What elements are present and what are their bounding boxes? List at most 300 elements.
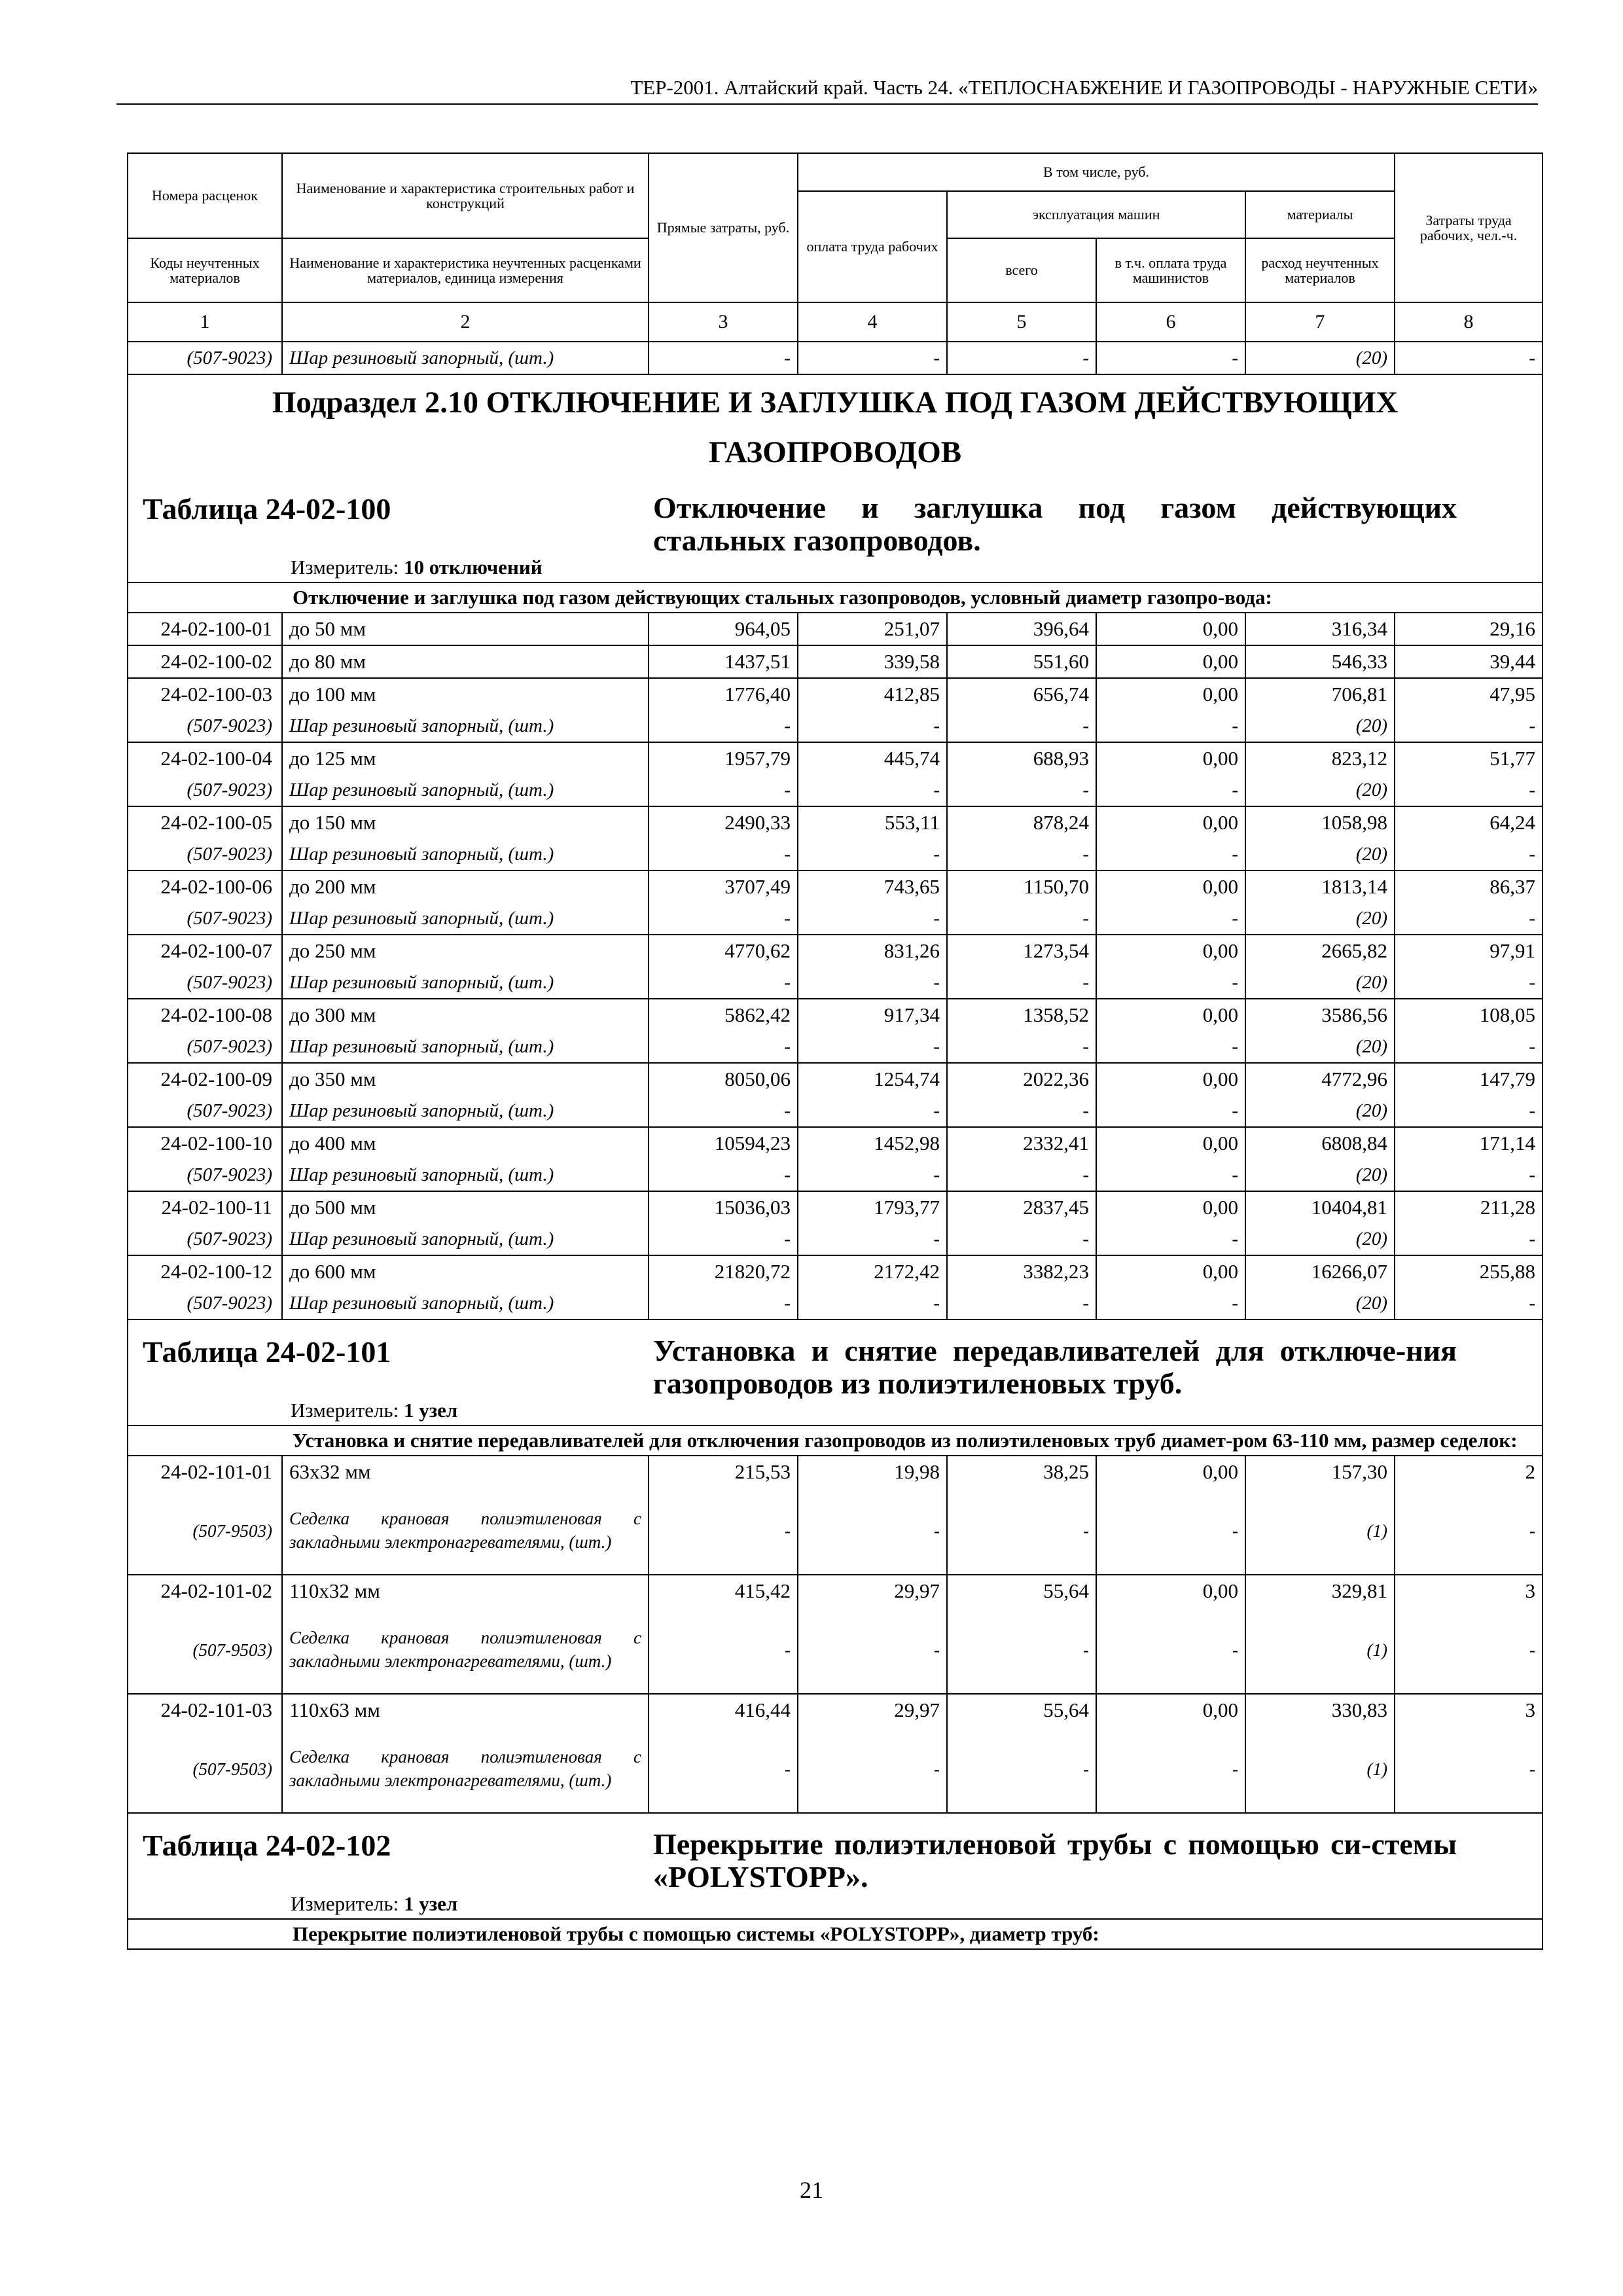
cell-value: 416,44 xyxy=(649,1694,798,1726)
caption-cell xyxy=(128,1319,1543,1426)
cell-value: - xyxy=(1096,1488,1245,1575)
cell-value: 412,85 xyxy=(798,678,947,710)
cell-value: (20) xyxy=(1245,1159,1395,1191)
cell-value: 831,26 xyxy=(798,935,947,967)
cell-value: 0,00 xyxy=(1096,1191,1245,1223)
cell-value: - xyxy=(798,1095,947,1127)
cell-value: 211,28 xyxy=(1395,1191,1543,1223)
material-code: (507-9503) xyxy=(128,1726,282,1813)
cell-value: - xyxy=(1395,1488,1543,1575)
material-row xyxy=(128,710,1543,742)
table-row xyxy=(128,806,1543,838)
cell-value: 29,97 xyxy=(798,1694,947,1726)
rate-code: 24-02-101-03 xyxy=(128,1694,282,1726)
subsection-title-line1: Подраздел 2.10 ОТКЛЮЧЕНИЕ И ЗАГЛУШКА ПОД ГАЗОМ ДЕЙСТВУЮЩИХ xyxy=(272,386,1399,420)
material-name: Шар резиновый запорный, (шт.) xyxy=(282,1159,649,1191)
cell-value: - xyxy=(1395,1726,1543,1813)
head-materials: материалы xyxy=(1245,191,1395,238)
cell-value: - xyxy=(649,710,798,742)
meter-label: Измеритель: xyxy=(291,1399,399,1422)
cell-value: 2665,82 xyxy=(1245,935,1395,967)
cell-value: - xyxy=(1096,1607,1245,1694)
cell-value: 255,88 xyxy=(1395,1255,1543,1287)
work-name: до 50 мм xyxy=(282,613,649,645)
group-title: Установка и снятие передавливателей для отключения газопроводов из полиэтиленовых труб диамет-ром 63-110 мм, размер седелок: xyxy=(282,1426,1543,1456)
table-meter xyxy=(291,1892,457,1916)
subsection-row xyxy=(128,374,1543,583)
work-name: до 150 мм xyxy=(282,806,649,838)
table-100-group-row xyxy=(128,583,1543,613)
cell-value: - xyxy=(1096,1223,1245,1255)
table-100-group-title: Отключение и заглушка под газом действующих стальных газопроводов, условный диаметр газопро-вода: xyxy=(282,583,1543,613)
cell-value: 0,00 xyxy=(1096,1575,1245,1607)
cell-value: - xyxy=(649,838,798,870)
cell-value: 3382,23 xyxy=(947,1255,1096,1287)
group-row xyxy=(128,1426,1543,1456)
table-row xyxy=(128,1575,1543,1607)
head-col4: оплата труда рабочих xyxy=(798,191,947,302)
cell-value: 964,05 xyxy=(649,613,798,645)
material-row xyxy=(128,1031,1543,1063)
cell-value: (1) xyxy=(1245,1488,1395,1575)
cell-value: 97,91 xyxy=(1395,935,1543,967)
work-name: до 600 мм xyxy=(282,1255,649,1287)
cell-value: - xyxy=(798,1607,947,1694)
group-spacer xyxy=(128,1919,282,1949)
cell-value: - xyxy=(1395,967,1543,999)
table-100-label: Таблица 24-02-100 xyxy=(143,492,391,526)
cell-value: 171,14 xyxy=(1395,1127,1543,1159)
rate-code: 24-02-100-02 xyxy=(128,645,282,678)
cell-value: - xyxy=(947,1159,1096,1191)
cell-value: 1793,77 xyxy=(798,1191,947,1223)
cell-value: - xyxy=(947,1726,1096,1813)
carry-over-material-row xyxy=(128,342,1543,374)
cell-value: - xyxy=(947,342,1096,374)
cell-value: - xyxy=(947,710,1096,742)
cell-value: 215,53 xyxy=(649,1456,798,1488)
rate-code: 24-02-100-12 xyxy=(128,1255,282,1287)
group-row xyxy=(128,1919,1543,1949)
cell-value: 2172,42 xyxy=(798,1255,947,1287)
cell-value: - xyxy=(798,342,947,374)
material-row xyxy=(128,1726,1543,1813)
cell-value: - xyxy=(947,967,1096,999)
rate-code: 24-02-101-01 xyxy=(128,1456,282,1488)
cell-value: 445,74 xyxy=(798,742,947,774)
cell-value: - xyxy=(1096,1726,1245,1813)
table-row xyxy=(128,999,1543,1031)
cell-value: 316,34 xyxy=(1245,613,1395,645)
head-col6: в т.ч. оплата труда машинистов xyxy=(1096,238,1245,302)
cell-value: (20) xyxy=(1245,838,1395,870)
cell-value: 546,33 xyxy=(1245,645,1395,678)
cell-value: - xyxy=(947,774,1096,806)
material-code: (507-9023) xyxy=(128,1287,282,1319)
rate-code: 24-02-100-07 xyxy=(128,935,282,967)
table-100-meter xyxy=(291,556,543,579)
cell-value: - xyxy=(1096,1095,1245,1127)
material-code: (507-9023) xyxy=(128,1095,282,1127)
group-spacer xyxy=(128,583,282,613)
col-number: 8 xyxy=(1395,302,1543,342)
material-name: Шар резиновый запорный, (шт.) xyxy=(282,710,649,742)
cell-value: 0,00 xyxy=(1096,1127,1245,1159)
work-name: до 200 мм xyxy=(282,870,649,903)
cell-value: 251,07 xyxy=(798,613,947,645)
cell-value: - xyxy=(1395,838,1543,870)
rate-code: 24-02-100-11 xyxy=(128,1191,282,1223)
cell-value: 0,00 xyxy=(1096,645,1245,678)
work-name: до 400 мм xyxy=(282,1127,649,1159)
material-code: (507-9023) xyxy=(128,774,282,806)
cell-value: 51,77 xyxy=(1395,742,1543,774)
cell-value: 4770,62 xyxy=(649,935,798,967)
cell-value: - xyxy=(798,1488,947,1575)
caption-row xyxy=(128,1319,1543,1426)
material-row xyxy=(128,1607,1543,1694)
rate-code: 24-02-100-08 xyxy=(128,999,282,1031)
table-row xyxy=(128,645,1543,678)
cell-value: 3586,56 xyxy=(1245,999,1395,1031)
cell-value: - xyxy=(947,1223,1096,1255)
cell-value: 64,24 xyxy=(1395,806,1543,838)
cell-value: 1254,74 xyxy=(798,1063,947,1095)
table-meter xyxy=(291,1399,457,1422)
cell-value: 553,11 xyxy=(798,806,947,838)
material-row xyxy=(128,1095,1543,1127)
rate-code: 24-02-100-06 xyxy=(128,870,282,903)
cell-value: 1957,79 xyxy=(649,742,798,774)
cell-value: - xyxy=(649,1031,798,1063)
cell-value: - xyxy=(1096,1159,1245,1191)
work-name: до 125 мм xyxy=(282,742,649,774)
cell-value: 8050,06 xyxy=(649,1063,798,1095)
cell-value: 38,25 xyxy=(947,1456,1096,1488)
cell-value: - xyxy=(798,1031,947,1063)
material-name: Седелка крановая полиэтиленовая с закладными электронагревателями, (шт.) xyxy=(282,1488,649,1575)
work-name: до 300 мм xyxy=(282,999,649,1031)
subsection-title-line2: ГАЗОПРОВОДОВ xyxy=(708,435,962,469)
cell-value: - xyxy=(1395,774,1543,806)
cell-value: - xyxy=(649,1159,798,1191)
material-code: (507-9023) xyxy=(128,838,282,870)
col-number: 2 xyxy=(282,302,649,342)
cell-value: (20) xyxy=(1245,1287,1395,1319)
head-machines: эксплуатация машин xyxy=(947,191,1245,238)
cell-value: - xyxy=(1096,838,1245,870)
head-col8: Затраты труда рабочих, чел.-ч. xyxy=(1395,153,1543,302)
cell-value: 147,79 xyxy=(1395,1063,1543,1095)
cell-value: - xyxy=(649,1287,798,1319)
cell-value: 1452,98 xyxy=(798,1127,947,1159)
material-name: Шар резиновый запорный, (шт.) xyxy=(282,774,649,806)
cell-value: - xyxy=(1096,1031,1245,1063)
cell-value: 0,00 xyxy=(1096,742,1245,774)
work-name: 110x32 мм xyxy=(282,1575,649,1607)
material-name: Шар резиновый запорный, (шт.) xyxy=(282,1095,649,1127)
cell-value: - xyxy=(947,1095,1096,1127)
cell-value: 6808,84 xyxy=(1245,1127,1395,1159)
meter-value: 10 отключений xyxy=(403,556,543,579)
cell-value: (20) xyxy=(1245,342,1395,374)
table-100-title: Отключение и заглушка под газом действующих стальных газопроводов. xyxy=(653,491,1457,557)
cell-value: - xyxy=(798,1287,947,1319)
work-name: 110x63 мм xyxy=(282,1694,649,1726)
rate-code: 24-02-101-02 xyxy=(128,1575,282,1607)
cell-value: 706,81 xyxy=(1245,678,1395,710)
cell-value: 1358,52 xyxy=(947,999,1096,1031)
cell-value: - xyxy=(798,1223,947,1255)
cell-value: 10594,23 xyxy=(649,1127,798,1159)
table-row xyxy=(128,613,1543,645)
col-number: 1 xyxy=(128,302,282,342)
cell-value: 0,00 xyxy=(1096,678,1245,710)
head-col1-bottom: Коды неучтенных материалов xyxy=(128,238,282,302)
cell-value: 3 xyxy=(1395,1694,1543,1726)
meter-value: 1 узел xyxy=(403,1892,458,1915)
cell-value: - xyxy=(1395,342,1543,374)
cell-value: 329,81 xyxy=(1245,1575,1395,1607)
cell-value: (20) xyxy=(1245,903,1395,935)
cell-value: 2 xyxy=(1395,1456,1543,1488)
material-row xyxy=(128,1488,1543,1575)
cell-value: - xyxy=(798,838,947,870)
material-code: (507-9023) xyxy=(128,1159,282,1191)
cell-value: - xyxy=(1096,774,1245,806)
material-name: Седелка крановая полиэтиленовая с закладными электронагревателями, (шт.) xyxy=(282,1726,649,1813)
cell-value: 917,34 xyxy=(798,999,947,1031)
table-row xyxy=(128,1255,1543,1287)
col-number: 6 xyxy=(1096,302,1245,342)
table-row xyxy=(128,1694,1543,1726)
cell-value: - xyxy=(798,967,947,999)
cell-value: 0,00 xyxy=(1096,870,1245,903)
cell-value: (20) xyxy=(1245,1031,1395,1063)
table-title: Установка и снятие передавливателей для отключе-ния газопроводов из полиэтиленовых труб. xyxy=(653,1334,1457,1400)
material-code: (507-9023) xyxy=(128,1031,282,1063)
material-name: Шар резиновый запорный, (шт.) xyxy=(282,838,649,870)
cell-value: 10404,81 xyxy=(1245,1191,1395,1223)
table-row xyxy=(128,1127,1543,1159)
table-row xyxy=(128,935,1543,967)
cell-value: 15036,03 xyxy=(649,1191,798,1223)
material-name: Шар резиновый запорный, (шт.) xyxy=(282,342,649,374)
table-row xyxy=(128,678,1543,710)
head-col7: расход неучтенных материалов xyxy=(1245,238,1395,302)
cell-value: (1) xyxy=(1245,1607,1395,1694)
cell-value: 2837,45 xyxy=(947,1191,1096,1223)
cell-value: (1) xyxy=(1245,1726,1395,1813)
t102-caption xyxy=(128,1814,1542,1918)
rate-code: 24-02-100-05 xyxy=(128,806,282,838)
cell-value: 16266,07 xyxy=(1245,1255,1395,1287)
work-name: до 80 мм xyxy=(282,645,649,678)
rate-code: 24-02-100-10 xyxy=(128,1127,282,1159)
rate-code: 24-02-100-01 xyxy=(128,613,282,645)
cell-value: - xyxy=(798,1159,947,1191)
work-name: до 500 мм xyxy=(282,1191,649,1223)
cell-value: 2332,41 xyxy=(947,1127,1096,1159)
material-name: Седелка крановая полиэтиленовая с закладными электронагревателями, (шт.) xyxy=(282,1607,649,1694)
head-col5: всего xyxy=(947,238,1096,302)
page-number: 21 xyxy=(800,2177,823,2203)
cell-value: 1058,98 xyxy=(1245,806,1395,838)
material-code: (507-9023) xyxy=(128,342,282,374)
t101-caption xyxy=(128,1320,1542,1425)
table-row xyxy=(128,1456,1543,1488)
material-name: Шар резиновый запорный, (шт.) xyxy=(282,1031,649,1063)
cell-value: 823,12 xyxy=(1245,742,1395,774)
cell-value: 86,37 xyxy=(1395,870,1543,903)
cell-value: - xyxy=(1096,710,1245,742)
cell-value: - xyxy=(649,1607,798,1694)
cell-value: 339,58 xyxy=(798,645,947,678)
cell-value: 0,00 xyxy=(1096,806,1245,838)
cell-value: 878,24 xyxy=(947,806,1096,838)
cell-value: 55,64 xyxy=(947,1575,1096,1607)
meter-label: Измеритель: xyxy=(291,556,399,579)
price-table xyxy=(127,152,1543,1950)
cell-value: - xyxy=(649,774,798,806)
table-row xyxy=(128,742,1543,774)
cell-value: - xyxy=(947,903,1096,935)
cell-value: 1150,70 xyxy=(947,870,1096,903)
work-name: до 250 мм xyxy=(282,935,649,967)
cell-value: 5862,42 xyxy=(649,999,798,1031)
material-row xyxy=(128,774,1543,806)
cell-value: - xyxy=(649,1726,798,1813)
running-header: ТЕР-2001. Алтайский край. Часть 24. «ТЕПЛОСНАБЖЕНИЕ И ГАЗОПРОВОДЫ - НАРУЖНЫЕ СЕТИ» xyxy=(116,72,1538,105)
cell-value: - xyxy=(1395,1095,1543,1127)
meter-label: Измеритель: xyxy=(291,1892,399,1915)
cell-value: - xyxy=(1395,903,1543,935)
material-code: (507-9023) xyxy=(128,1223,282,1255)
table-row xyxy=(128,1063,1543,1095)
material-name: Шар резиновый запорный, (шт.) xyxy=(282,903,649,935)
cell-value: 29,16 xyxy=(1395,613,1543,645)
cell-value: - xyxy=(649,342,798,374)
cell-value: (20) xyxy=(1245,1223,1395,1255)
table-row xyxy=(128,870,1543,903)
cell-value: - xyxy=(798,1726,947,1813)
head-col3: Прямые затраты, руб. xyxy=(649,153,798,302)
cell-value: (20) xyxy=(1245,1095,1395,1127)
material-row xyxy=(128,1223,1543,1255)
cell-value: 2022,36 xyxy=(947,1063,1096,1095)
cell-value: 1437,51 xyxy=(649,645,798,678)
caption-cell xyxy=(128,1813,1543,1919)
cell-value: - xyxy=(649,967,798,999)
cell-value: (20) xyxy=(1245,774,1395,806)
table-title: Перекрытие полиэтиленовой трубы с помощью си-стемы «POLYSTOPP». xyxy=(653,1827,1457,1893)
col-number: 7 xyxy=(1245,302,1395,342)
cell-value: - xyxy=(1096,903,1245,935)
table-100-caption xyxy=(128,477,1542,582)
cell-value: 330,83 xyxy=(1245,1694,1395,1726)
cell-value: 0,00 xyxy=(1096,999,1245,1031)
caption-row xyxy=(128,1813,1543,1919)
cell-value: 0,00 xyxy=(1096,1063,1245,1095)
cell-value: (20) xyxy=(1245,967,1395,999)
material-code: (507-9023) xyxy=(128,967,282,999)
material-code: (507-9503) xyxy=(128,1488,282,1575)
subsection-title xyxy=(128,375,1542,477)
cell-value: 47,95 xyxy=(1395,678,1543,710)
cell-value: 0,00 xyxy=(1096,935,1245,967)
col-number: 3 xyxy=(649,302,798,342)
cell-value: - xyxy=(1395,710,1543,742)
cell-value: - xyxy=(947,1607,1096,1694)
cell-value: 4772,96 xyxy=(1245,1063,1395,1095)
material-name: Шар резиновый запорный, (шт.) xyxy=(282,1287,649,1319)
cell-value: 55,64 xyxy=(947,1694,1096,1726)
cell-value: - xyxy=(798,710,947,742)
cell-value: 1273,54 xyxy=(947,935,1096,967)
work-name: до 100 мм xyxy=(282,678,649,710)
cell-value: 0,00 xyxy=(1096,1255,1245,1287)
material-row xyxy=(128,903,1543,935)
cell-value: 39,44 xyxy=(1395,645,1543,678)
cell-value: - xyxy=(1395,1031,1543,1063)
cell-value: 415,42 xyxy=(649,1575,798,1607)
material-code: (507-9023) xyxy=(128,903,282,935)
material-row xyxy=(128,838,1543,870)
cell-value: 157,30 xyxy=(1245,1456,1395,1488)
cell-value: 2490,33 xyxy=(649,806,798,838)
head-incl: В том числе, руб. xyxy=(798,153,1395,191)
cell-value: - xyxy=(1395,1223,1543,1255)
cell-value: - xyxy=(649,1488,798,1575)
cell-value: - xyxy=(1395,1159,1543,1191)
cell-value: - xyxy=(947,1031,1096,1063)
cell-value: - xyxy=(798,903,947,935)
cell-value: - xyxy=(1096,342,1245,374)
head-col1-top: Номера расценок xyxy=(128,153,282,238)
material-code: (507-9503) xyxy=(128,1607,282,1694)
cell-value: 656,74 xyxy=(947,678,1096,710)
cell-value: 29,97 xyxy=(798,1575,947,1607)
col-number: 5 xyxy=(947,302,1096,342)
cell-value: 0,00 xyxy=(1096,613,1245,645)
material-row xyxy=(128,1287,1543,1319)
table-label: Таблица 24-02-101 xyxy=(143,1335,391,1369)
cell-value: 0,00 xyxy=(1096,1694,1245,1726)
cell-value: 3 xyxy=(1395,1575,1543,1607)
head-col2-top: Наименование и характеристика строительных работ и конструкций xyxy=(282,153,649,238)
cell-value: - xyxy=(1096,1287,1245,1319)
cell-value: 3707,49 xyxy=(649,870,798,903)
cell-value: 0,00 xyxy=(1096,1456,1245,1488)
cell-value: 21820,72 xyxy=(649,1255,798,1287)
material-name: Шар резиновый запорный, (шт.) xyxy=(282,1223,649,1255)
cell-value: - xyxy=(649,903,798,935)
cell-value: - xyxy=(1395,1607,1543,1694)
column-numbers-row xyxy=(128,302,1543,342)
cell-value: 743,65 xyxy=(798,870,947,903)
material-row xyxy=(128,967,1543,999)
head-col2-bottom: Наименование и характеристика неучтенных расценками материалов, единица измерения xyxy=(282,238,649,302)
cell-value: 1813,14 xyxy=(1245,870,1395,903)
cell-value: 19,98 xyxy=(798,1456,947,1488)
cell-value: - xyxy=(798,774,947,806)
work-name: 63x32 мм xyxy=(282,1456,649,1488)
rate-code: 24-02-100-09 xyxy=(128,1063,282,1095)
rate-code: 24-02-100-03 xyxy=(128,678,282,710)
cell-value: - xyxy=(947,1488,1096,1575)
cell-value: - xyxy=(947,838,1096,870)
material-row xyxy=(128,1159,1543,1191)
